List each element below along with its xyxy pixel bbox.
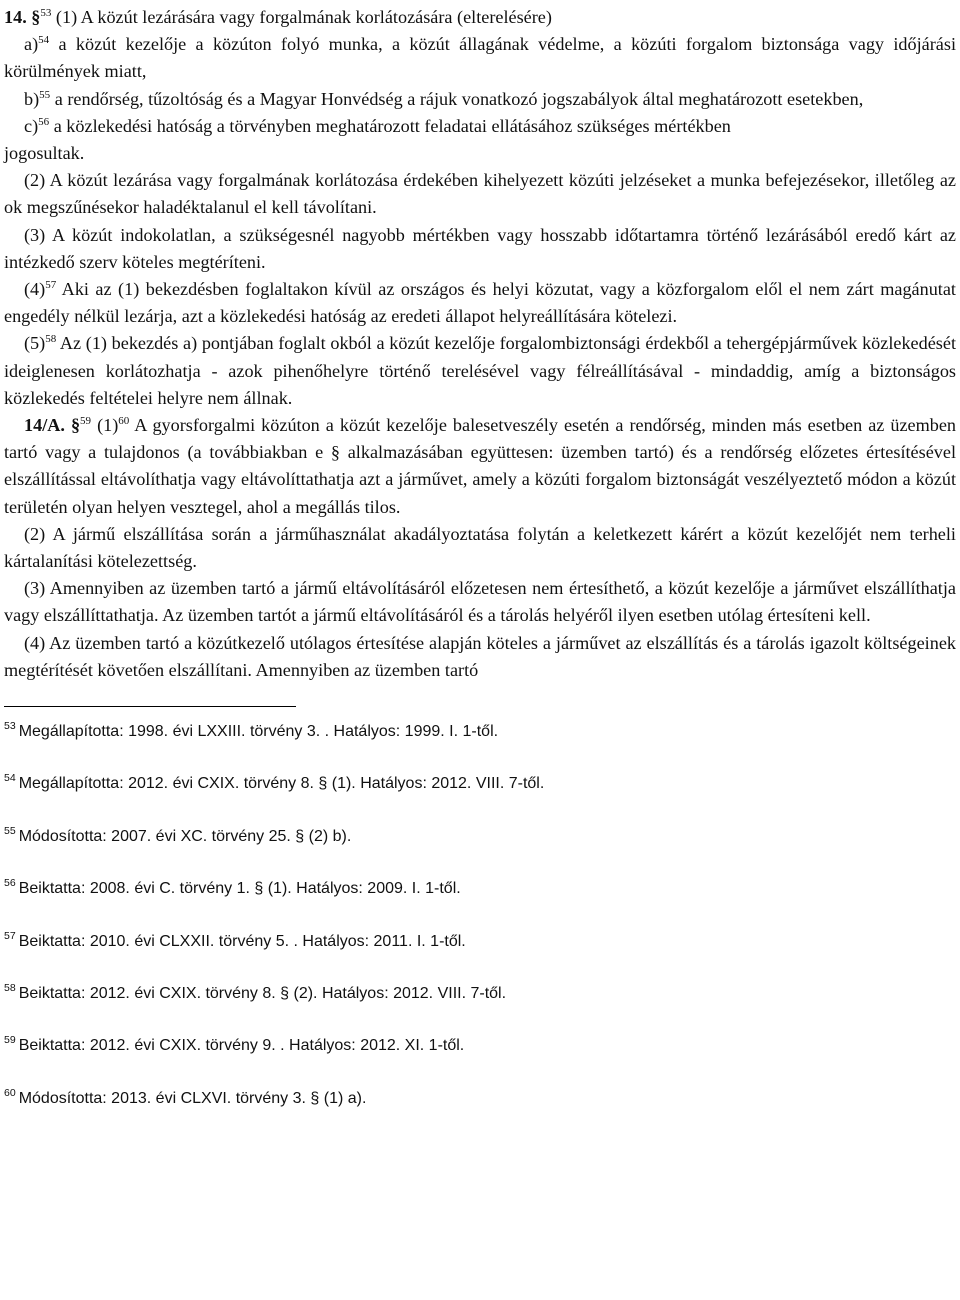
footnote-separator bbox=[4, 706, 296, 707]
footnote bbox=[4, 1088, 956, 1140]
section-14-para-3: (3) A közút indokolatlan, a szükségesnél nagyobb mértékben vagy hosszabb időtartamra történő lezárásából eredő kárt az intézkedő szerv köteles megtéríteni. bbox=[4, 224, 956, 272]
footnote-ref: 57 bbox=[45, 279, 57, 292]
section-number: 14. bbox=[4, 7, 27, 27]
section-14a-para-4: (4) Az üzemben tartó a közútkezelő utólagos értesítése alapján köteles a járművet az elszállítás és a tárolás igazolt költségeinek megtérítését követően elszállítani. Amennyiben az üzemben tartó bbox=[4, 632, 956, 680]
para-text: A gyorsforgalmi közúton a közút kezelője balesetveszély esetén a rendőrség, minden más esetben az üzemben tartó vagy a tulajdonos (a továbbiakban e § alkalmazásában együttesen: üzemben tartó) és a rendőrség előzetes értesítésével elszállítással eltávolíthatja vagy eltávolíttathatja azt a járművet, amely a közúti forgalom biztonságát veszélyeztető módon a közút területén olyan helyen vesztegel, ahol a megállás tilos. bbox=[4, 415, 957, 517]
section-symbol: § bbox=[31, 7, 41, 27]
footnote-text: Beiktatta: 2012. évi CXIX. törvény 9. . Hatályos: 2012. XI. 1-től. bbox=[18, 1037, 465, 1055]
section-14-point-b bbox=[4, 86, 956, 113]
para-label: (1) bbox=[97, 415, 119, 436]
footnote-number: 53 bbox=[4, 720, 16, 733]
para-label: (4) bbox=[24, 279, 46, 300]
para-label: (5) bbox=[24, 333, 46, 354]
footnote-text: Megállapította: 2012. évi CXIX. törvény 8. § (1). Hatályos: 2012. VIII. 7-től. bbox=[18, 775, 545, 793]
footnote-number: 60 bbox=[4, 1086, 16, 1099]
section-14a-para-1 bbox=[4, 412, 956, 521]
para-text: Az (1) bekezdés a) pontjában foglalt okból a közút kezelője forgalombiztonsági érdekből a tehergépjárművek közlekedését ideiglenesen korlátozhatja - azok pihenőhelyre történő terelésével vagy félreállításával - mindaddig, amíg a biztonságos közlekedés feltételei helyre nem állnak. bbox=[4, 333, 956, 408]
section-14a-para-3: (3) Amennyiben az üzemben tartó a jármű eltávolításáról előzetesen nem értesíthető, a közút kezelője a járművet elszállíthatja vagy elszállíttathatja. Az üzemben tartót a jármű eltávolításáról és a tárolás helyéről ilyen esetben utólag értesíteni kell. bbox=[4, 578, 956, 626]
footnote-number: 55 bbox=[4, 824, 16, 837]
law-text bbox=[4, 4, 956, 684]
section-14a-para-2: (2) A jármű elszállítása során a járműhasználat akadályoztatása folytán a keletkezett kárért a közút kezelőjét nem terheli kártalanítási kötelezettség. bbox=[4, 523, 956, 572]
para-text: Aki az (1) bekezdésben foglaltakon kívül az országos és helyi közutat, vagy a közforgalom elől el nem zárt magánutat engedély nélkül lezárja, azt a közlekedési hatóság az eredeti állapot helyreállítására kötelezi. bbox=[4, 279, 956, 327]
section-symbol: § bbox=[70, 415, 81, 436]
footnote-text: Módosította: 2013. évi CLXVI. törvény 3. § (1) a). bbox=[18, 1089, 367, 1107]
footnote bbox=[4, 983, 956, 1035]
footnote bbox=[4, 1035, 956, 1087]
footnote-text: Beiktatta: 2010. évi CLXXII. törvény 5. . Hatályos: 2011. I. 1-től. bbox=[18, 932, 466, 950]
point-text: a közút kezelője a közúton folyó munka, a közút állagának védelme, a közúti forgalom biztonsága vagy időjárási körülmények miatt, bbox=[4, 34, 956, 82]
footnote bbox=[4, 931, 956, 983]
footnote-number: 57 bbox=[4, 929, 16, 942]
footnote-number: 54 bbox=[4, 772, 16, 785]
footnote-text: Beiktatta: 2008. évi C. törvény 1. § (1). Hatályos: 2009. I. 1-től. bbox=[18, 880, 461, 898]
footnote-number: 56 bbox=[4, 877, 16, 890]
footnote bbox=[4, 721, 956, 773]
section-14-para-2: (2) A közút lezárása vagy forgalmának korlátozása érdekében kihelyezett közúti jelzéseket a munka befejezésekor, illetőleg az ok megszűnésekor haladéktalanul el kell távolítani. bbox=[4, 170, 956, 218]
point-label: c) bbox=[24, 115, 39, 136]
footnote-number: 59 bbox=[4, 1034, 16, 1047]
footnote-text: Beiktatta: 2012. évi CXIX. törvény 8. § (2). Hatályos: 2012. VIII. 7-től. bbox=[18, 985, 507, 1003]
point-text: a rendőrség, tűzoltóság és a Magyar Honvédség a rájuk vonatkozó jogszabályok által meghatározott esetekben, bbox=[50, 88, 864, 109]
footnote-list bbox=[4, 721, 956, 1140]
footnote-ref: 53 bbox=[40, 7, 52, 19]
section-14-point-a bbox=[4, 31, 956, 85]
footnote-ref: 54 bbox=[38, 34, 50, 47]
section-14-tail: jogosultak. bbox=[4, 143, 85, 164]
section-number: 14/A. bbox=[24, 415, 65, 436]
footnote-text: Módosította: 2007. évi XC. törvény 25. § (2) b). bbox=[18, 827, 352, 845]
section-14-point-c bbox=[4, 113, 956, 140]
point-text: a közlekedési hatóság a törvényben meghatározott feladatai ellátásához szükséges mértékben bbox=[49, 115, 731, 136]
point-label: a) bbox=[24, 34, 39, 55]
footnote bbox=[4, 826, 956, 878]
footnote-ref: 60 bbox=[118, 415, 130, 428]
footnote-ref: 59 bbox=[80, 415, 92, 428]
footnote bbox=[4, 878, 956, 930]
footnote-text: Megállapította: 1998. évi LXXIII. törvény 3. . Hatályos: 1999. I. 1-től. bbox=[18, 723, 499, 741]
point-label: b) bbox=[24, 88, 40, 109]
footnote-ref: 55 bbox=[39, 88, 51, 101]
footnote-ref: 58 bbox=[45, 333, 57, 346]
para-text: (1) A közút lezárására vagy forgalmának korlátozására (elterelésére) bbox=[51, 7, 552, 27]
footnote-ref: 56 bbox=[38, 115, 50, 128]
footnote-number: 58 bbox=[4, 982, 16, 995]
section-14-para-5 bbox=[4, 330, 956, 412]
section-14-para-1 bbox=[4, 4, 956, 31]
section-14-para-4 bbox=[4, 276, 956, 330]
footnote bbox=[4, 773, 956, 825]
